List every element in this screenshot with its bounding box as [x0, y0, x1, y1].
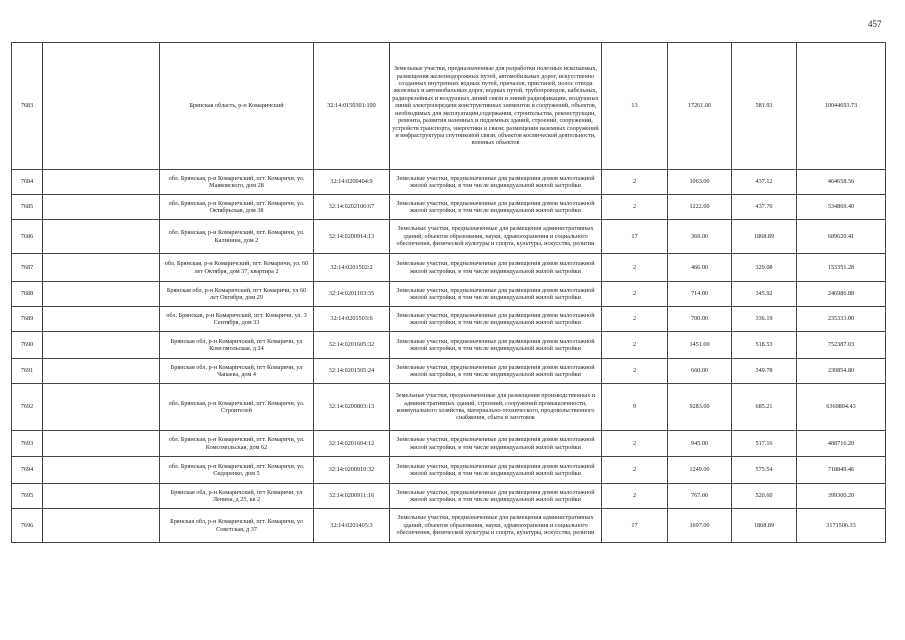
land-use-cell: Земельные участки, предназначенные для размещения домов малоэтажной жилой застройки, в том числе индивидуальной жилой застройки [390, 254, 602, 282]
land-use-cell: Земельные участки, предназначенные для размещения административных зданий, объектов образования, науки, здравоохранения и социального обеспечения, физической культуры и спорта, культуры, искусства, религии [390, 220, 602, 254]
empty-cell [43, 431, 160, 457]
use-code-cell: 2 [602, 195, 668, 220]
area-cell: 767.00 [668, 484, 732, 509]
area-cell: 714.00 [668, 282, 732, 307]
use-code-cell: 17 [602, 509, 668, 543]
cadastral-number-cell: 32:14:0200911:16 [314, 484, 390, 509]
use-code-cell: 2 [602, 170, 668, 195]
address-cell: обл. Брянская, р-н Комаричский, пгт. Комаричи, ул. Строителей [160, 384, 314, 431]
empty-cell [43, 43, 160, 170]
land-use-cell: Земельные участки, предназначенные для размещения домов малоэтажной жилой застройки, в том числе индивидуальной жилой застройки [390, 431, 602, 457]
land-use-cell: Земельные участки, предназначенные для размещения домов малоэтажной жилой застройки, в том числе индивидуальной жилой застройки [390, 332, 602, 359]
table-row [12, 43, 886, 170]
specific-value-cell: 517.16 [732, 431, 797, 457]
area-cell: 1063.00 [668, 170, 732, 195]
address-cell: обл. Брянская, р-н Комаричский, пгт. Комаричи, ул. Комсомольская, дом 62 [160, 431, 314, 457]
cadastral-value-cell: 6360804.43 [797, 384, 886, 431]
empty-cell [43, 195, 160, 220]
cadastral-value-cell: 399300.20 [797, 484, 886, 509]
address-cell: Брянская обл, р-н Комаричский, пгт Комаричи, ул 60 лет Октября, дом 29 [160, 282, 314, 307]
table-row [12, 254, 886, 282]
empty-cell [43, 359, 160, 384]
address-cell: обл. Брянская, р-н Комаричский, пгт. Комаричи, ул. Калинина, дом 2 [160, 220, 314, 254]
row-number-cell: 7692 [12, 384, 43, 431]
cadastral-number-cell: 32:14:0201505:24 [314, 359, 390, 384]
row-number-cell: 7686 [12, 220, 43, 254]
area-cell: 9283.00 [668, 384, 732, 431]
table-row [12, 332, 886, 359]
area-cell: 369.00 [668, 220, 732, 254]
land-use-cell: Земельные участки, предназначенные для размещения домов малоэтажной жилой застройки, в том числе индивидуальной жилой застройки [390, 484, 602, 509]
cadastral-number-cell: 32:14:0201604:12 [314, 431, 390, 457]
address-cell: обл. Брянская, р-н Комаричский, пгт. Комаричи, ул. Октябрьская, дом 38 [160, 195, 314, 220]
cadastral-value-cell: 10044693.73 [797, 43, 886, 170]
address-cell: Брянская обл, р-н Комаричский, пгт Комаричи, ул Комсомольская, д 24 [160, 332, 314, 359]
specific-value-cell: 518.53 [732, 332, 797, 359]
specific-value-cell: 345.92 [732, 282, 797, 307]
area-cell: 466.00 [668, 254, 732, 282]
cadastral-value-cell: 246986.88 [797, 282, 886, 307]
use-code-cell: 2 [602, 254, 668, 282]
address-cell: обл. Брянская, р-н Комаричский, пгт. Комаричи, ул. Сидоренко, дом 5 [160, 457, 314, 484]
address-cell: Брянская область, р-н Комаричский [160, 43, 314, 170]
cadastral-number-cell: 32:14:0201405:3 [314, 509, 390, 543]
specific-value-cell: 437.70 [732, 195, 797, 220]
row-number-cell: 7687 [12, 254, 43, 282]
cadastral-value-cell: 464658.56 [797, 170, 886, 195]
address-cell: Брянская обл, р-н Комаричский, пгт. Комаричи, ул Советская, д 37 [160, 509, 314, 543]
cadastral-value-cell: 689620.41 [797, 220, 886, 254]
cadastral-value-cell: 3171506.33 [797, 509, 886, 543]
land-use-cell: Земельные участки, предназначенные для размещения административных зданий, объектов образования, науки, здравоохранения и социального обеспечения, физической культуры и спорта, культуры, искусства, религии [390, 509, 602, 543]
row-number-cell: 7694 [12, 457, 43, 484]
empty-cell [43, 509, 160, 543]
use-code-cell: 2 [602, 307, 668, 332]
row-number-cell: 7695 [12, 484, 43, 509]
table-row [12, 220, 886, 254]
land-registry-table [11, 42, 886, 543]
specific-value-cell: 329.08 [732, 254, 797, 282]
address-cell: обл. Брянская, р-н Комаричский, пгт. Комаричи, ул. 60 лет Октября, дом 37, квартира 2 [160, 254, 314, 282]
area-cell: 17261.00 [668, 43, 732, 170]
cadastral-number-cell: 32:14:0150301:190 [314, 43, 390, 170]
table-row [12, 384, 886, 431]
cadastral-number-cell: 32:14:0201605:32 [314, 332, 390, 359]
cadastral-number-cell: 32:14:0201503:6 [314, 307, 390, 332]
empty-cell [43, 384, 160, 431]
table-row [12, 359, 886, 384]
cadastral-number-cell: 32:14:0200910:32 [314, 457, 390, 484]
specific-value-cell: 685.21 [732, 384, 797, 431]
use-code-cell: 9 [602, 384, 668, 431]
land-use-cell: Земельные участки, предназначенные для размещения производственных и административных зданий, строений, сооружений промышленности, коммунального хозяйства, материально-технического, продовольственного снабжения, сбыта и заготовок [390, 384, 602, 431]
empty-cell [43, 220, 160, 254]
cadastral-value-cell: 235333.00 [797, 307, 886, 332]
land-use-cell: Земельные участки, предназначенные для размещения домов малоэтажной жилой застройки, в том числе индивидуальной жилой застройки [390, 457, 602, 484]
land-use-cell: Земельные участки, предназначенные для размещения домов малоэтажной жилой застройки, в том числе индивидуальной жилой застройки [390, 170, 602, 195]
page-number: 457 [868, 19, 882, 29]
table-row [12, 509, 886, 543]
use-code-cell: 2 [602, 457, 668, 484]
use-code-cell: 2 [602, 431, 668, 457]
row-number-cell: 7689 [12, 307, 43, 332]
address-cell: Брянская обл, р-н Комаричский, пгт Комаричи, ул Ленина, д 25, кв 2 [160, 484, 314, 509]
specific-value-cell: 520.60 [732, 484, 797, 509]
address-cell: обл. Брянская, р-н Комаричский, пгт. Комаричи, ул. Маяковского, дом 28 [160, 170, 314, 195]
area-cell: 945.00 [668, 431, 732, 457]
specific-value-cell: 1868.89 [732, 220, 797, 254]
area-cell: 700.00 [668, 307, 732, 332]
area-cell: 1222.00 [668, 195, 732, 220]
row-number-cell: 7684 [12, 170, 43, 195]
cadastral-value-cell: 153351.28 [797, 254, 886, 282]
use-code-cell: 2 [602, 282, 668, 307]
use-code-cell: 17 [602, 220, 668, 254]
table-row [12, 307, 886, 332]
empty-cell [43, 332, 160, 359]
land-use-cell: Земельные участки, предназначенные для разработки полезных ископаемых, размещения железнодорожных путей, автомобильных дорог, искусственно созданных внутренних водных путей, причалов, пристаней, полос отвода железных и автомобильных дорог, водных путей, трубопроводов, кабельных, радиорелейных и воздушных линий связи и линий радиофикации, воздушных линий электропередачи конструктивных элементов и сооружений, объектов, необходимых для эксплуатации,содержания, строительства, реконструкции, ремонта, развития наземных и подземных зданий, строений, сооружений, устройств транспорта, энергетики и связи; размещения наземных сооружений и инфраструктуры спутниковой связи, объектов космической деятельности, военных объектов [390, 43, 602, 170]
specific-value-cell: 1868.89 [732, 509, 797, 543]
empty-cell [43, 307, 160, 332]
use-code-cell: 2 [602, 484, 668, 509]
row-number-cell: 7685 [12, 195, 43, 220]
table-row [12, 170, 886, 195]
address-cell: Брянская обл, р-н Комаричский, пгт Комаричи, ул Чапаева, дом 4 [160, 359, 314, 384]
row-number-cell: 7683 [12, 43, 43, 170]
empty-cell [43, 457, 160, 484]
use-code-cell: 2 [602, 332, 668, 359]
empty-cell [43, 484, 160, 509]
empty-cell [43, 170, 160, 195]
row-number-cell: 7690 [12, 332, 43, 359]
cadastral-number-cell: 32:14:0200404:9 [314, 170, 390, 195]
specific-value-cell: 437.12 [732, 170, 797, 195]
use-code-cell: 2 [602, 359, 668, 384]
row-number-cell: 7691 [12, 359, 43, 384]
cadastral-number-cell: 32:14:0201103:35 [314, 282, 390, 307]
empty-cell [43, 282, 160, 307]
row-number-cell: 7696 [12, 509, 43, 543]
cadastral-value-cell: 752387.03 [797, 332, 886, 359]
cadastral-number-cell: 32:14:0200914:13 [314, 220, 390, 254]
specific-value-cell: 581.93 [732, 43, 797, 170]
cadastral-value-cell: 534869.40 [797, 195, 886, 220]
empty-cell [43, 254, 160, 282]
use-code-cell: 13 [602, 43, 668, 170]
land-use-cell: Земельные участки, предназначенные для размещения домов малоэтажной жилой застройки, в том числе индивидуальной жилой застройки [390, 307, 602, 332]
specific-value-cell: 349.78 [732, 359, 797, 384]
cadastral-number-cell: 32:14:0202106:67 [314, 195, 390, 220]
table-row [12, 282, 886, 307]
area-cell: 1451.00 [668, 332, 732, 359]
land-use-cell: Земельные участки, предназначенные для размещения домов малоэтажной жилой застройки, в том числе индивидуальной жилой застройки [390, 282, 602, 307]
specific-value-cell: 575.54 [732, 457, 797, 484]
cadastral-number-cell: 32:14:0200803:13 [314, 384, 390, 431]
cadastral-value-cell: 718849.46 [797, 457, 886, 484]
table-body [12, 43, 886, 543]
row-number-cell: 7688 [12, 282, 43, 307]
cadastral-value-cell: 488716.20 [797, 431, 886, 457]
area-cell: 1249.00 [668, 457, 732, 484]
land-use-cell: Земельные участки, предназначенные для размещения домов малоэтажной жилой застройки, в том числе индивидуальной жилой застройки [390, 195, 602, 220]
specific-value-cell: 336.19 [732, 307, 797, 332]
table-row [12, 484, 886, 509]
address-cell: обл. Брянская, р-н Комаричский, пгт. Комаричи, ул. 3 Сентября, дом 33 [160, 307, 314, 332]
cadastral-value-cell: 230854.80 [797, 359, 886, 384]
area-cell: 1697.00 [668, 509, 732, 543]
table-row [12, 431, 886, 457]
row-number-cell: 7693 [12, 431, 43, 457]
table-row [12, 457, 886, 484]
land-use-cell: Земельные участки, предназначенные для размещения домов малоэтажной жилой застройки, в том числе индивидуальной жилой застройки [390, 359, 602, 384]
table-row [12, 195, 886, 220]
area-cell: 660.00 [668, 359, 732, 384]
cadastral-number-cell: 32:14:0201502:2 [314, 254, 390, 282]
